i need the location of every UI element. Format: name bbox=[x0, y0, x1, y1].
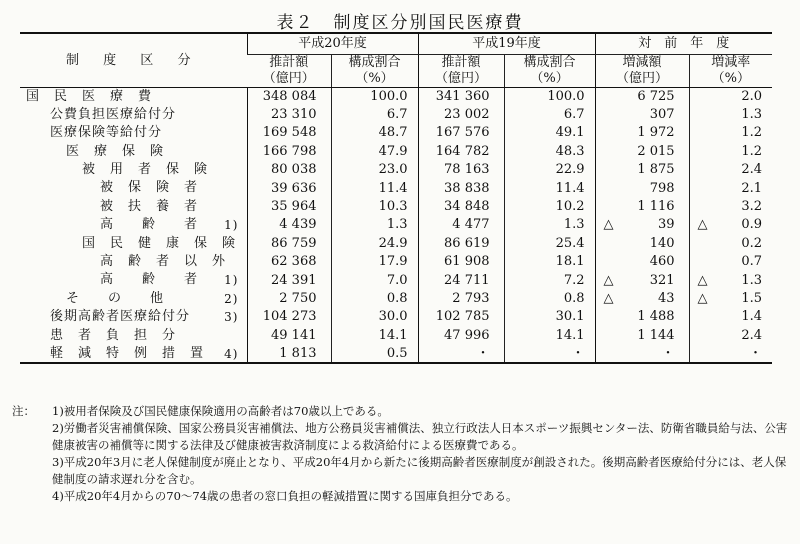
change-value: 39 bbox=[657, 217, 675, 233]
row-label-cell bbox=[20, 271, 247, 289]
change-value: ・ bbox=[661, 345, 675, 361]
rate-cell bbox=[689, 290, 772, 308]
estimate-header-20: 推計額 bbox=[269, 55, 309, 70]
rate-value: ・ bbox=[749, 345, 763, 361]
ratio-19-value: 14.1 bbox=[555, 327, 585, 343]
estimate-20-value: 35 964 bbox=[271, 199, 317, 215]
estimate-19-cell bbox=[418, 290, 504, 308]
row-note-marker: 2) bbox=[224, 291, 239, 306]
change-cell bbox=[595, 124, 689, 142]
estimate-20-cell bbox=[247, 308, 331, 326]
rate-cell bbox=[689, 124, 772, 142]
ratio-19-cell bbox=[504, 235, 595, 253]
table-row bbox=[20, 253, 772, 271]
ratio-20-value: 7.0 bbox=[386, 272, 408, 288]
estimate-20-value: 24 391 bbox=[271, 272, 317, 288]
estimate-19-cell bbox=[418, 235, 504, 253]
ratio-20-cell bbox=[331, 253, 418, 271]
row-label-cell bbox=[20, 290, 247, 308]
ratio-19-cell bbox=[504, 143, 595, 161]
ratio-20-value: 0.5 bbox=[386, 345, 408, 361]
estimate-20-cell bbox=[247, 88, 331, 106]
estimate-19-value: 61 908 bbox=[444, 254, 490, 270]
estimate-19-value: 86 619 bbox=[444, 235, 490, 251]
category-header: 制 度 区 分 bbox=[20, 33, 247, 88]
rate-cell bbox=[689, 327, 772, 345]
ratio-20-cell bbox=[331, 161, 418, 179]
row-label: 医療保険等給付分 bbox=[50, 125, 163, 141]
estimate-20-cell bbox=[247, 143, 331, 161]
change-value: 2 015 bbox=[637, 143, 675, 159]
row-label: 公費負担医療給付分 bbox=[50, 106, 177, 122]
row-label: 高 齢 者 bbox=[100, 217, 199, 233]
estimate-19-value: ・ bbox=[476, 345, 490, 361]
rate-value: 0.9 bbox=[741, 217, 763, 233]
rate-cell bbox=[689, 88, 772, 106]
ratio-header-20: 構成割合 bbox=[331, 55, 418, 72]
ratio-19-value: ・ bbox=[571, 345, 585, 361]
footnote-4 bbox=[12, 488, 792, 505]
estimate-20-value: 166 798 bbox=[262, 143, 317, 159]
estimate-19-value: 34 848 bbox=[444, 199, 490, 215]
change-value: 1 875 bbox=[637, 162, 675, 178]
rate-cell bbox=[689, 216, 772, 234]
ratio-19-cell bbox=[504, 124, 595, 142]
medical-expenditure-table bbox=[20, 32, 772, 364]
estimate-19-value: 167 576 bbox=[435, 125, 490, 141]
decrease-marker: △ bbox=[697, 290, 708, 306]
row-label: 国 民 健 康 保 険 bbox=[82, 235, 237, 251]
table-row bbox=[20, 327, 772, 345]
rate-cell bbox=[689, 308, 772, 326]
change-value: 43 bbox=[657, 290, 675, 306]
rate-header: 増減率 bbox=[689, 55, 772, 72]
ratio-19-value: 22.9 bbox=[555, 162, 585, 178]
estimate-19-cell bbox=[418, 327, 504, 345]
ratio-20-value: 47.9 bbox=[378, 143, 408, 159]
table-row bbox=[20, 143, 772, 161]
ratio-19-cell bbox=[504, 345, 595, 363]
change-value: 1 144 bbox=[637, 327, 675, 343]
ratio-20-value: 23.0 bbox=[378, 162, 408, 178]
change-cell bbox=[595, 345, 689, 363]
ratio-20-cell bbox=[331, 143, 418, 161]
year20-header: 平成20年度 bbox=[247, 33, 418, 55]
estimate-19-cell bbox=[418, 345, 504, 363]
table-row bbox=[20, 290, 772, 308]
estimate-20-cell bbox=[247, 327, 331, 345]
change-value: 1 116 bbox=[637, 199, 675, 215]
change-value: 307 bbox=[649, 107, 675, 123]
rate-value: 1.3 bbox=[741, 107, 763, 123]
change-value: 140 bbox=[649, 235, 675, 251]
ratio-20-cell bbox=[331, 308, 418, 326]
estimate-19-cell bbox=[418, 179, 504, 197]
estimate-20-cell bbox=[247, 216, 331, 234]
change-cell bbox=[595, 253, 689, 271]
ratio-19-cell bbox=[504, 253, 595, 271]
rate-cell bbox=[689, 253, 772, 271]
change-cell bbox=[595, 198, 689, 216]
change-value: 1 972 bbox=[637, 125, 675, 141]
unit-pct-rate: （%） bbox=[689, 71, 772, 88]
ratio-20-value: 1.3 bbox=[386, 217, 408, 233]
ratio-19-cell bbox=[504, 106, 595, 124]
row-label-cell bbox=[20, 327, 247, 345]
row-note-marker: 1) bbox=[224, 218, 239, 233]
row-label-cell bbox=[20, 235, 247, 253]
estimate-19-value: 102 785 bbox=[435, 309, 490, 325]
footnote-3 bbox=[12, 454, 792, 488]
rate-cell bbox=[689, 198, 772, 216]
footnote-2-text: 2)労働者災害補償保険、国家公務員災害補償法、地方公務員災害補償法、独立行政法人日本スポーツ振興センター法、防衛省職員給与法、公害健康被害の補償等に関する法律及び健康被害救済制度による救済給付による医療費である。 bbox=[52, 421, 788, 452]
change-cell bbox=[595, 161, 689, 179]
change-cell bbox=[595, 327, 689, 345]
estimate-20-cell bbox=[247, 271, 331, 289]
estimate-19-value: 38 838 bbox=[444, 180, 490, 196]
table-row bbox=[20, 198, 772, 216]
ratio-20-cell bbox=[331, 216, 418, 234]
rate-cell bbox=[689, 271, 772, 289]
rate-value: 0.7 bbox=[741, 254, 763, 270]
row-label-cell bbox=[20, 124, 247, 142]
ratio-19-cell bbox=[504, 88, 595, 106]
year19-header: 平成19年度 bbox=[418, 33, 595, 55]
estimate-20-value: 39 636 bbox=[271, 180, 317, 196]
estimate-19-cell bbox=[418, 216, 504, 234]
row-label-cell bbox=[20, 216, 247, 234]
ratio-19-cell bbox=[504, 161, 595, 179]
decrease-marker: △ bbox=[603, 272, 614, 288]
estimate-19-value: 4 477 bbox=[452, 217, 490, 233]
ratio-19-value: 11.4 bbox=[555, 180, 585, 196]
ratio-19-cell bbox=[504, 308, 595, 326]
change-cell bbox=[595, 143, 689, 161]
ratio-20-value: 0.8 bbox=[386, 290, 408, 306]
ratio-19-value: 1.3 bbox=[563, 217, 585, 233]
rate-value: 1.4 bbox=[741, 309, 763, 325]
estimate-20-value: 62 368 bbox=[271, 254, 317, 270]
estimate-20-cell bbox=[247, 253, 331, 271]
ratio-20-cell bbox=[331, 345, 418, 363]
rate-value: 2.4 bbox=[741, 162, 763, 178]
row-label: 高 齢 者 以 外 bbox=[100, 254, 227, 270]
change-cell bbox=[595, 106, 689, 124]
unit-pct-19: （%） bbox=[504, 71, 595, 88]
ratio-20-value: 30.0 bbox=[378, 309, 408, 325]
ratio-20-cell bbox=[331, 235, 418, 253]
estimate-20-cell bbox=[247, 179, 331, 197]
table-row bbox=[20, 235, 772, 253]
table-row bbox=[20, 216, 772, 234]
ratio-20-value: 10.3 bbox=[378, 199, 408, 215]
unit-oku-change: （億円） bbox=[595, 71, 689, 88]
table-title: 表２ 制度区分別国民医療費 bbox=[276, 13, 524, 33]
prev-year-header: 対 前 年 度 bbox=[595, 33, 772, 55]
row-note-marker: 1) bbox=[224, 273, 239, 288]
ratio-20-cell bbox=[331, 198, 418, 216]
estimate-19-value: 24 711 bbox=[444, 272, 490, 288]
rate-cell bbox=[689, 161, 772, 179]
ratio-header-19: 構成割合 bbox=[504, 55, 595, 72]
row-label: 医 療 保 険 bbox=[66, 143, 165, 159]
change-cell bbox=[595, 235, 689, 253]
row-label-cell bbox=[20, 345, 247, 363]
row-label-cell bbox=[20, 253, 247, 271]
estimate-20-value: 169 548 bbox=[262, 125, 317, 141]
rate-cell bbox=[689, 235, 772, 253]
rate-value: 1.2 bbox=[741, 125, 763, 141]
footnotes bbox=[12, 403, 792, 505]
change-cell bbox=[595, 308, 689, 326]
change-value: 321 bbox=[649, 272, 675, 288]
decrease-marker: △ bbox=[603, 290, 614, 306]
ratio-19-value: 49.1 bbox=[555, 125, 585, 141]
estimate-19-cell bbox=[418, 124, 504, 142]
estimate-20-cell bbox=[247, 124, 331, 142]
ratio-19-value: 7.2 bbox=[563, 272, 585, 288]
estimate-20-cell bbox=[247, 161, 331, 179]
estimate-20-value: 86 759 bbox=[271, 235, 317, 251]
estimate-19-cell bbox=[418, 198, 504, 216]
ratio-19-value: 10.2 bbox=[555, 199, 585, 215]
ratio-19-cell bbox=[504, 216, 595, 234]
row-label: 軽 減 特 例 措 置 bbox=[50, 345, 205, 361]
footnote-3-text: 3)平成20年3月に老人保健制度が廃止となり、平成20年4月から新たに後期高齢者医療制度が創設された。後期高齢者医療給付分には、老人保健制度の請求遅れ分を含む。 bbox=[52, 455, 787, 486]
ratio-19-cell bbox=[504, 290, 595, 308]
ratio-20-value: 17.9 bbox=[378, 254, 408, 270]
estimate-19-value: 341 360 bbox=[435, 88, 490, 104]
row-note-marker: 3) bbox=[224, 310, 239, 325]
change-cell bbox=[595, 88, 689, 106]
rate-cell bbox=[689, 179, 772, 197]
ratio-19-value: 25.4 bbox=[555, 235, 585, 251]
estimate-20-value: 4 439 bbox=[279, 217, 317, 233]
ratio-20-value: 24.9 bbox=[378, 235, 408, 251]
change-cell bbox=[595, 290, 689, 308]
rate-cell bbox=[689, 143, 772, 161]
estimate-19-cell bbox=[418, 143, 504, 161]
estimate-19-value: 47 996 bbox=[444, 327, 490, 343]
estimate-19-cell bbox=[418, 253, 504, 271]
ratio-20-value: 6.7 bbox=[386, 107, 408, 123]
ratio-20-cell bbox=[331, 179, 418, 197]
estimate-20-cell bbox=[247, 198, 331, 216]
estimate-19-cell bbox=[418, 88, 504, 106]
row-note-marker: 4) bbox=[224, 346, 239, 361]
row-label: 患 者 負 担 分 bbox=[50, 327, 177, 343]
ratio-20-cell bbox=[331, 124, 418, 142]
footnote-1-text: 1)被用者保険及び国民健康保険適用の高齢者は70歳以上である。 bbox=[52, 404, 389, 418]
change-value: 798 bbox=[649, 180, 675, 196]
ratio-20-value: 100.0 bbox=[370, 88, 408, 104]
rate-cell bbox=[689, 345, 772, 363]
ratio-19-cell bbox=[504, 179, 595, 197]
decrease-marker: △ bbox=[697, 217, 708, 233]
decrease-marker: △ bbox=[603, 217, 614, 233]
row-label: 被 用 者 保 険 bbox=[82, 162, 209, 178]
ratio-19-value: 100.0 bbox=[547, 88, 585, 104]
ratio-20-value: 48.7 bbox=[378, 125, 408, 141]
change-cell bbox=[595, 271, 689, 289]
estimate-19-value: 23 002 bbox=[444, 107, 490, 123]
table-row bbox=[20, 124, 772, 142]
unit-oku-20: （億円） bbox=[247, 71, 331, 88]
estimate-19-value: 78 163 bbox=[444, 162, 490, 178]
estimate-header-19: 推計額 bbox=[418, 55, 504, 72]
row-label: 被 保 険 者 bbox=[100, 180, 199, 196]
rate-value: 1.5 bbox=[741, 290, 763, 306]
ratio-19-cell bbox=[504, 198, 595, 216]
estimate-19-cell bbox=[418, 161, 504, 179]
row-label-cell bbox=[20, 161, 247, 179]
ratio-19-cell bbox=[504, 271, 595, 289]
table-row bbox=[20, 106, 772, 124]
row-label-cell bbox=[20, 106, 247, 124]
row-label: そ の 他 bbox=[66, 290, 165, 306]
rate-value: 1.2 bbox=[741, 143, 763, 159]
estimate-20-value: 80 038 bbox=[271, 162, 317, 178]
ratio-20-value: 14.1 bbox=[378, 327, 408, 343]
table-row bbox=[20, 161, 772, 179]
rate-value: 2.1 bbox=[741, 180, 763, 196]
change-value: 6 725 bbox=[637, 88, 675, 104]
ratio-20-cell bbox=[331, 290, 418, 308]
footnote-1 bbox=[12, 403, 792, 420]
rate-value: 3.2 bbox=[741, 199, 763, 215]
estimate-19-cell bbox=[418, 308, 504, 326]
ratio-19-cell bbox=[504, 327, 595, 345]
ratio-19-value: 30.1 bbox=[555, 309, 585, 325]
estimate-20-cell bbox=[247, 235, 331, 253]
footnote-2 bbox=[12, 420, 792, 454]
rate-value: 0.2 bbox=[741, 235, 763, 251]
estimate-19-cell bbox=[418, 271, 504, 289]
change-cell bbox=[595, 179, 689, 197]
estimate-20-value: 49 141 bbox=[271, 327, 317, 343]
table-row bbox=[20, 308, 772, 326]
change-value: 460 bbox=[649, 254, 675, 270]
estimate-20-cell bbox=[247, 345, 331, 363]
estimate-20-cell bbox=[247, 106, 331, 124]
row-label-cell bbox=[20, 308, 247, 326]
table-row bbox=[20, 345, 772, 363]
row-label: 高 齢 者 bbox=[100, 272, 199, 288]
change-header: 増減額 bbox=[595, 55, 689, 72]
estimate-20-cell bbox=[247, 290, 331, 308]
ratio-20-value: 11.4 bbox=[378, 180, 408, 196]
estimate-19-value: 164 782 bbox=[435, 143, 490, 159]
table-row bbox=[20, 179, 772, 197]
row-label-cell bbox=[20, 179, 247, 197]
row-label-cell bbox=[20, 198, 247, 216]
row-label-cell bbox=[20, 88, 247, 106]
table-row bbox=[20, 271, 772, 289]
ratio-20-cell bbox=[331, 88, 418, 106]
estimate-20-value: 23 310 bbox=[271, 107, 317, 123]
unit-pct-20: （%） bbox=[331, 71, 418, 88]
ratio-20-cell bbox=[331, 327, 418, 345]
estimate-19-value: 2 793 bbox=[452, 290, 490, 306]
rate-cell bbox=[689, 106, 772, 124]
estimate-20-value: 1 813 bbox=[279, 345, 317, 361]
row-label: 被 扶 養 者 bbox=[100, 198, 199, 214]
ratio-19-value: 0.8 bbox=[563, 290, 585, 306]
ratio-20-cell bbox=[331, 106, 418, 124]
table-body bbox=[20, 88, 772, 364]
change-cell bbox=[595, 216, 689, 234]
change-value: 1 488 bbox=[637, 309, 675, 325]
rate-value: 2.4 bbox=[741, 327, 763, 343]
decrease-marker: △ bbox=[697, 272, 708, 288]
rate-value: 1.3 bbox=[741, 272, 763, 288]
table-row bbox=[20, 88, 772, 106]
ratio-20-cell bbox=[331, 271, 418, 289]
unit-oku-19: （億円） bbox=[418, 71, 504, 88]
ratio-19-value: 48.3 bbox=[555, 143, 585, 159]
row-label: 後期高齢者医療給付分 bbox=[50, 309, 191, 325]
estimate-20-value: 348 084 bbox=[262, 88, 317, 104]
ratio-19-value: 6.7 bbox=[563, 107, 585, 123]
row-label: 国 民 医 療 費 bbox=[26, 89, 153, 104]
row-label-cell bbox=[20, 143, 247, 161]
estimate-19-cell bbox=[418, 106, 504, 124]
estimate-20-value: 2 750 bbox=[279, 290, 317, 306]
ratio-19-value: 18.1 bbox=[555, 254, 585, 270]
estimate-20-value: 104 273 bbox=[262, 309, 317, 325]
footnote-4-text: 4)平成20年4月からの70〜74歳の患者の窓口負担の軽減措置に関する国庫負担分である。 bbox=[52, 489, 518, 503]
footnote-prefix: 注： bbox=[12, 404, 35, 418]
rate-value: 2.0 bbox=[741, 88, 763, 104]
